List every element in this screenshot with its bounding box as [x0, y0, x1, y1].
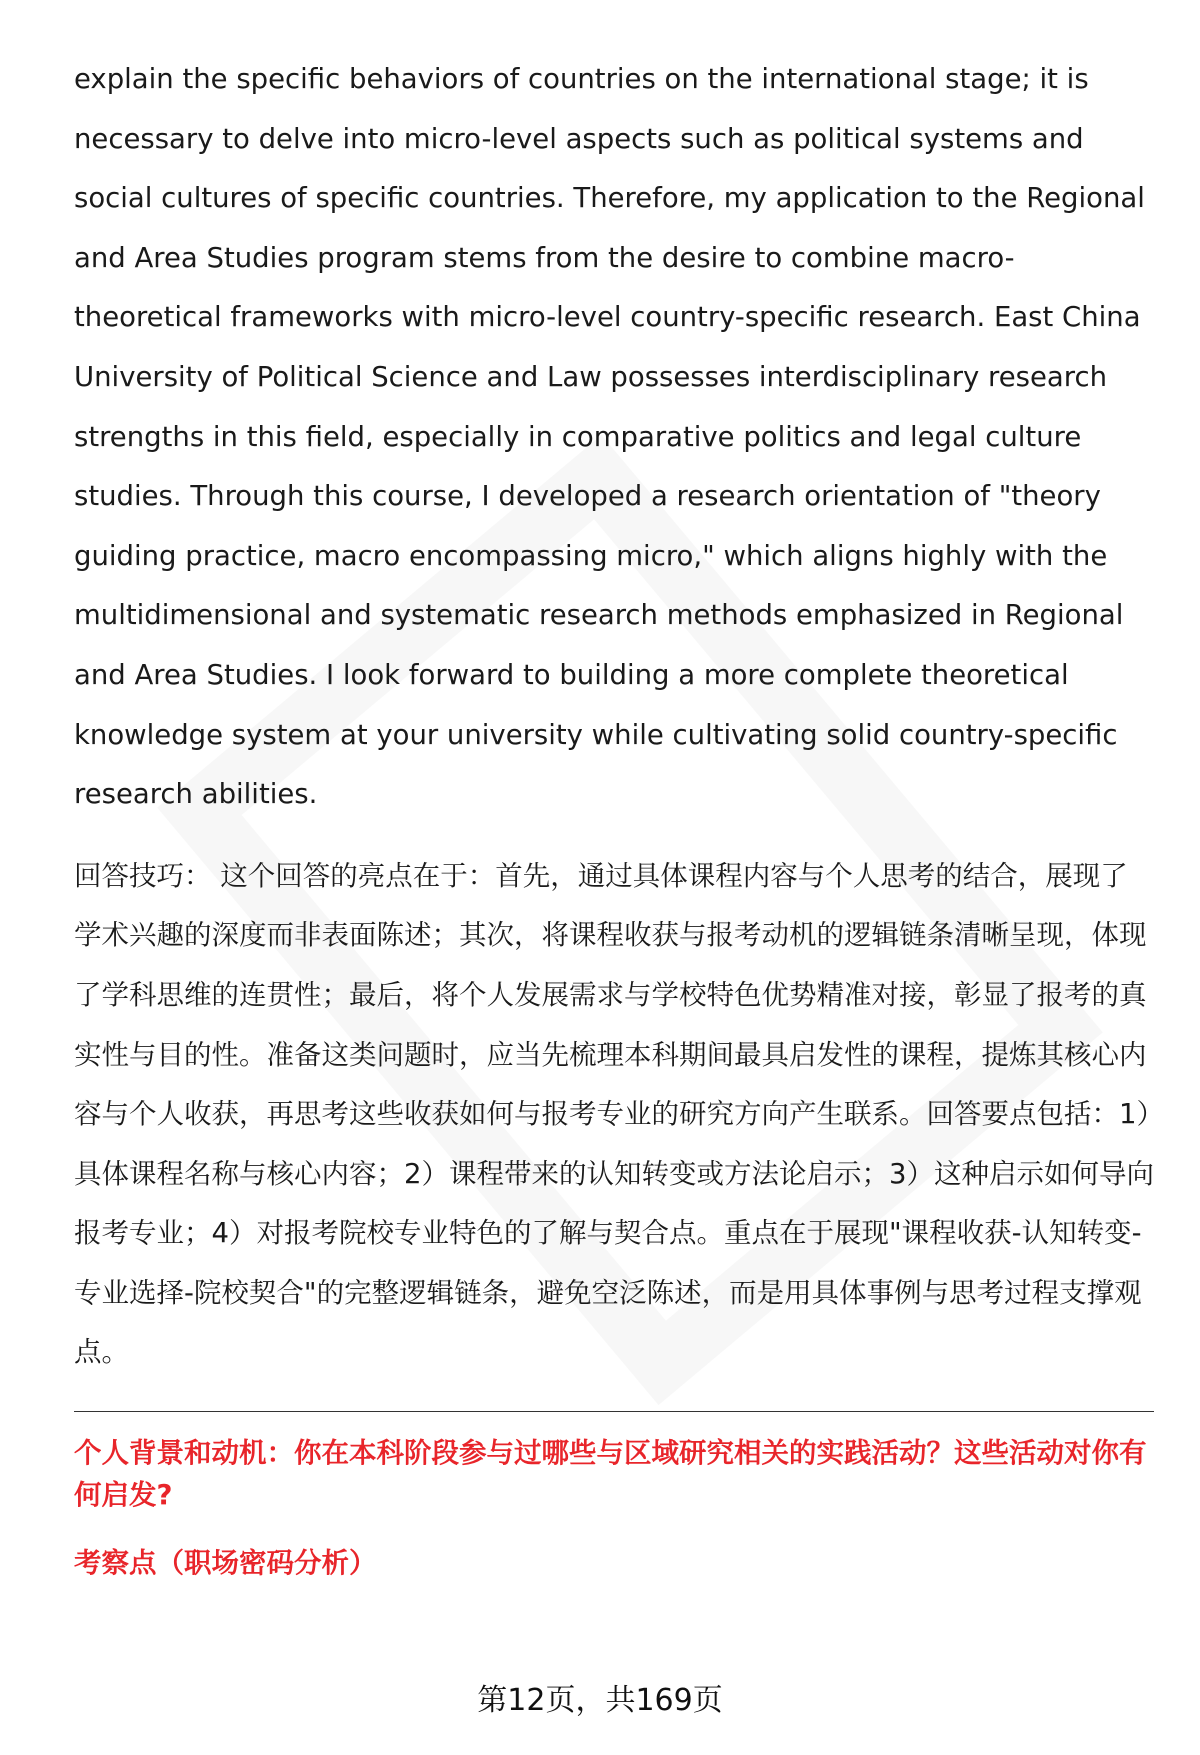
english-answer-paragraph: explain the specific behaviors of countries on the international stage; it is necessary to delve into micro-level aspects such as political systems and social cultures of specific countries. Therefore, my application to the Regional and Area Studies program stems from the desire to combine macro-theoretical frameworks with micro-level country-specific research. East China University of Political Science and Law possesses interdisciplinary research strengths in this field, especially in comparative politics and legal culture studies. Through this course, I developed a research orientation of "theory guiding practice, macro encompassing micro," which aligns highly with the multidimensional and systematic research methods emphasized in Regional and Area Studies. I look forward to building a more complete theoretical knowledge system at your university while cultivating solid country-specific research abilities. — [74, 63, 1145, 811]
answer-tips-paragraph: 回答技巧： 这个回答的亮点在于：首先，通过具体课程内容与个人思考的结合，展现了学术兴趣的深度而非表面陈述；其次，将课程收获与报考动机的逻辑链条清晰呈现，体现了学科思维的连贯性；最后，将个人发展需求与学校特色优势精准对接，彰显了报考的真实性与目的性。准备这类问题时，应当先梳理本科期间最具启发性的课程，提炼其核心内容与个人收获，再思考这些收获如何与报考专业的研究方向产生联系。回答要点包括：1）具体课程名称与核心内容；2）课程带来的认知转变或方法论启示；3）这种启示如何导向报考专业；4）对报考院校专业特色的了解与契合点。重点在于展现"课程收获-认知转变-专业选择-院校契合"的完整逻辑链条，避免空泛陈述，而是用具体事例与思考过程支撑观点。 — [74, 859, 1154, 1369]
question-heading: 个人背景和动机：你在本科阶段参与过哪些与区域研究相关的实践活动？这些活动对你有何启发? — [74, 1437, 1147, 1512]
document-page — [74, 50, 1154, 1584]
assessment-point-heading: 考察点（职场密码分析） — [74, 1547, 377, 1580]
page-number-footer: 第12页，共169页 — [477, 1683, 723, 1718]
section-divider — [74, 1411, 1154, 1412]
